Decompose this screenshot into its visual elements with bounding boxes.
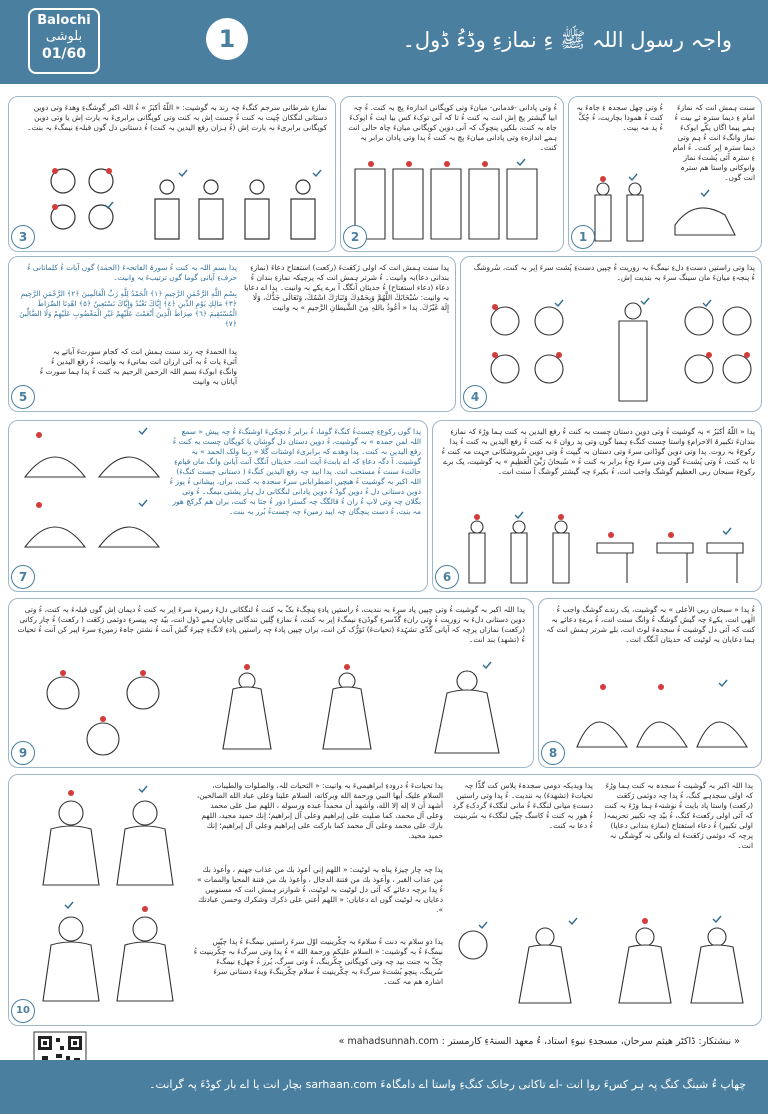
- footer-text: چھاپ ءُ شینگ کنگ پہ ہر کسءَ روا انت -اے تاکانی رجانک کنگءِ واستا اے دامگاہءَ sarhaan.com بچار انت یا اے بار کوڈءَ پہ گرانت۔: [149, 1078, 746, 1091]
- step-number-2: 2: [343, 225, 367, 249]
- step-2-text: ءُ وتی پادانی -قدمانی- میانءَ وتی کوپگانی اندازهءَ پچ بہ کنت. ءُ چہ ابیا گیشتر پچ اِش انت بہ کنت ءُ تا کہ آنی توکءَ کس بیا ایت ءُ ایوکءَ جاہ بہ کنت، بلکیں پنچوگ کہ آنی دوین کوپگانی میانءَ چاہ حالی انت ہمے اندازهءِ وتی پادانی میانءَ پچ بہ کنت ءُ پدا وتی پادان برابر بہ کنت۔: [348, 103, 557, 152]
- step-panel-1: [568, 96, 762, 252]
- step-7-illustration: [19, 427, 167, 577]
- header-banner: [0, 0, 768, 84]
- page-counter: 01/60: [41, 46, 87, 62]
- step-9-illustration: [43, 663, 527, 761]
- step-10-right-illustration: [609, 915, 755, 1015]
- language-native-label: بلوشی: [45, 29, 83, 44]
- step-panel-8: [538, 598, 762, 768]
- step-panel-7: [8, 420, 428, 592]
- step-3-illustration: [45, 165, 327, 245]
- step-1-text-2: ءُ وتی چهل سجدہ ءِ جاہءَ بہ کنت ءُ همودا بچاریت، ءُ چُکَّ ءُ پد مہ بیت۔: [576, 103, 663, 132]
- step-10-salam-text: پدا دو سلام بہ دنت ءُ سلامءَ بہ چکّرینیت اوّل سرءَ راستیں نیمگءَ ءُ پدا چپّیں نیمگءَ ءُ بہ گوشیت: « السلام علیکم ورحمة الله » ءُ پدا وتی سرگءَ بہ چکّرینیت ءُ چکّ بہ جنت بید چہ وتی کوپگانی چکّرینگ، ءُ وتی سرگ، بُرز ءُ جهلءِ نیمگءَ سُرینگ، پنچو بُشتءَ سرگءَ بہ چکّرینیت ءُ سلام چکّرینگءَ ویدءَ دستانی سرءَ اشارہ هم مہ کنت۔: [193, 937, 443, 986]
- step-7-text: پدا گوں رکوعءِ چستءُ کنگءَ گوما، ءُ برابر ءُ تچکیءَ اوشتگءَ ءُ چہ پیش « سمع اللہ لمن حمدہ » بہ گوشیت، ءُ دوین دستان دل گوشان یا کوپگان چست بہ کنت ءُ رفع الیدین بہ کنت۔ پدا وهدے کہ برابریءَ اوشتات گُلا « ربنا ولک الحمد » بہ گوشیت. آ دگہ دعاءِ کہ اے بابتءَ آیت انت، حدیثاں آنگگ آنت آیانی وانگ ماں قیامءِ حالتءَ سنت ءُ مستحب انت. پدا ایبد چہ رفع الیدین کنگءَ ( دستانی چست کنگءَ) اللہ اکبر بہ گوشیت ءُ هیچیں اضطرابانی سرءَ سجدہ بہ کنت، براں، پیشانی ءُ پوز ءُ دوین دستانی دل ءُ دوین گوڈ ءُ دوین پادانی لنگکانی دل ہار پشتی نیمگ۔ ءُ وتی بگلان چہ وتی لاپ ءُ ران ءُ قالگگ چہ گسترا دور ءُ جتا بہ کنت، بران هم گرکچ هور مہ بنت، ءُ دست پنچگان چہ ایبد زمینءَ چہ چستءُ بُرز بہ بنت۔: [169, 427, 421, 516]
- step-panel-3: [8, 96, 336, 252]
- step-number-3: 3: [11, 225, 35, 249]
- step-panel-4: [460, 256, 762, 412]
- author-credit: « نبشتکار: ڈاکٹر هیثم سرحان، مسجدءِ نبوءِ استاد، ءُ معهد السنۃءِ کارمستر : mahadsunnah.com »: [338, 1036, 740, 1047]
- step-10-tashahhud-text: پدا تحیاتءَ ءُ درودءِ ابراهیمیءَ بہ وانیت: « التحیات للہ، والصلوات والطیبات، السلام علیک أیها النبي ورحمة الله وبرکاته، السلام علینا وعلی عباد الله الصالحین، أشهد أن لا إله إلا الله، وأشهد أن محمداً عبده ورسوله ، اللهم صل علی محمد وعلی آل محمد، کما صلیت علی إبراهیم وعلی آل إبراهیم؛ إنك حمید مجید، اللهم بارك علی محمد وعلی آل محمد کما بارکت علی إبراهیم وعلی آل إبراهیم؛ إنك حمید مجید.: [196, 781, 443, 840]
- language-label: Balochi: [37, 13, 91, 28]
- step-5-fatiha: بِسْمِ اللَّهِ الرَّحْمَنِ الرَّحِيمِ ﴿١﴾ الْحَمْدُ لِلَّهِ رَبِّ الْعَالَمِينَ ﴿٢﴾ الرَّحْمَنِ الرَّحِيمِ ﴿٣﴾ مَالِكِ يَوْمِ الدِّينِ ﴿٤﴾ إِيَّاكَ نَعْبُدُ وَإِيَّاكَ نَسْتَعِينُ ﴿٥﴾ اهْدِنَا الصِّرَاطَ الْمُسْتَقِيمَ ﴿٦﴾ صِرَاطَ الَّذِينَ أَنْعَمْتَ عَلَيْهِمْ غَيْرِ الْمَغْضُوبِ عَلَيْهِمْ وَلَا الضَّالِّينَ ﴿٧﴾: [19, 289, 237, 328]
- step-1-illustration: [589, 175, 757, 245]
- step-4-illustration: [485, 299, 755, 405]
- step-number-8: 8: [541, 741, 565, 765]
- step-panel-10: [8, 774, 762, 1026]
- step-number-9: 9: [11, 741, 35, 765]
- step-panel-6: [432, 420, 762, 592]
- step-number-7: 7: [11, 565, 35, 589]
- step-8-text: ءُ پدا « سبحان ربي الأعلى » بہ گوشیت، یک رندے گوشگ واجب ءُ الٰهی انت، یکےءَ چہ گیش گوشگ ءُ وانگ سنت انت، ءُ برےءِ دعائے بہ کنت کہ آئی دل گوشیت ءُ سجدہءَ لوٹ انت، بلے شرتر ہمش انت کہ ہما دعایان بہ لوٹیت کہ حدیثان آنگگ انت۔: [546, 605, 755, 644]
- step-number-4: 4: [463, 385, 487, 409]
- step-10-sitting-text: پدا ویدیکہ دومی سجدہءَ پلاس کت گڈّا چہ تحیاتءَ (تشهدءَ) بہ نندیت۔ ءُ پدا وتی راستیں دستءِ میانی لنگکءَ ءُ مانی لنگکءَ گردکءِ گرد ءُ هور بہ کنت ءُ کاسگ چپّی لنگکءَ بہ سُربنیت ءُ دعا بہ کنت۔: [452, 781, 593, 830]
- step-5-text-2: پدا بسم اللہ بہ کنت ءُ سورۃ الفاتحہ‌ءَ (الحمد) گوں آیات ءُ کلماتانی ءُ حرفءِ آیانی گوما گوں ترتیبءَ بہ وانیت۔: [27, 263, 237, 282]
- step-10-refuge-text: پدا چہ چار چیزءَ پناہ بہ لوٹیت: « اللهم إني أعوذ بك من عذاب جهنم ، وأعوذ بك من عذاب القبر ، وأعوذ بك من فتنة الدجال ، وأعوذ بك من فتنة المحیا والممات » ءُ پدا برچہ دعائے کہ آئی دل لوٹیت بہ لوٹیت، ءُ شوازنر ہمش انت کہ مسنونیں دعایاں بہ لوٹیت گوں اے دعایاں: « اللهم أعني على ذكرك وشكرك وحسن عبادتك ».: [197, 865, 443, 914]
- step-number-6: 6: [435, 565, 459, 589]
- step-4-text: پدا وتی راستیں دستءِ دلءِ نیمگءَ بہ زوریت ءُ چپیں دستءِ پُشت سرءَ اِیر بہ کنت، سُروشگ ءُ پنجہءِ میانءَ مان سینگ سرءَ بہ بندیت اِش۔: [473, 263, 755, 282]
- step-10-text: پدا اللہ اکبر بہ گوشیت ءُ سجدہ بہ کنت ہما وڑءَ کہ اولی سجدہے کنگ، ءُ پدا چہ دوئمی رَکعَت (رکعت) واستا پاد بایت ءُ نوشتہءَ ہما وڑءَ بہ کنت کہ آئی اولی رکعتءَ کنگ، ءُ بیّد چہ تکبیر تحریمہ( اولی تکبیر) ءُ دعاء استفتاح (نمازءِ بندانی دعایا) پرچہ کہ دوئمی رَکعَتءَ اے وانگی نہ گوشگی نہ انت۔: [603, 781, 753, 850]
- step-9-text: پدا اللہ اکبر بہ گوشیت ءُ وتی چپیں پاد سرءَ بہ نندیت، ءُ راستیں پادءِ پنچگءَ بکّ بہ کنت ءُ لنگکانی دلءَ زمینءَ سرءَ اِیر بہ کنت ءُ دیمان اِش گوں قبلہءَ بہ کنت، ءُ وتی دوین دستانی دلءَ بہ زوریت ءُ وتی رانءِ گُدّسرءِ گوڈنءِ نیمگءَ اِیر بہ کنت، ءُ نمازءِ گِلیں نندگانی چاپان ہمے ڈول انت، بیّد چہ پیسرءِ دوئمی رَکعَت ( رکعت) ءُ چار رکاتی (رکعت) نمازاں پرچہ کہ آیانی گُدّی تشہّدءَ (تحیاتءَ) تَوَرُّک کن انت، براں چپیں پادءَ چہ راستیں پادءِ لانگءِ چیرءَ گش آنت ءُ نشتن جاہءَ زمینءِ سرءَ ایبر کن آنت ءُ تحیات ءُ (تشهد) بند انت۔: [17, 605, 525, 644]
- step-number-5: 5: [11, 385, 35, 409]
- step-panel-2: [340, 96, 564, 252]
- step-1-text: سنت ہمش انت کہ نمازءَ امام ءِ دیما سترہ ئے بیت ءُ ہمے پیما اگاں یکّے ایوکءَ نماز وانگءَ انت ءُ ہم وتی دیما سترہ اِیر کنت۔ ءُ امام ءِ سترہ آئی پُشتءَ نماز وانوکانی واستا هم سترہ انت گوں۔: [672, 103, 755, 182]
- step-panel-5: [8, 256, 456, 412]
- step-number-1: 1: [571, 225, 595, 249]
- step-6-text: پدا « اللّهُ أکبَرُ » بہ گوشیت ءُ وتی دوین دستان چست بہ کنت ءُ رفع الیدین بہ کنت ہما وڑءَ کہ نمازءِ بندانءَ تکبیرۃ الاحرامءِ واستا چست کنگءِ ہمبا گوں وتی پد روان ءَ بہ کنت ءُ رفع الیدین بہ کنت ءُ پدا رکوعءَ بہ روت. پدا وتی دوین گوڈانی سرءَ وتی دستان بہ گیپت ءُ وتی دوین سُروشکانی جہت مہ کنت ءُ تا بہ کنت، ءُ وتی پُشتءَ گوں وتی سرءَ نحءُ برابر بہ کنت ءُ « سُبحانَ رَبِّيَ الْعَظِيمِ » بہ گوشیت، یک برے رکوعءَ سبحان ربی العظیم گوشگ واجب انت، ءُ بکیرءَ چہ گیشتر گوشگ آ سنت انت۔: [441, 427, 755, 476]
- step-5-text-3: پدا الحمدءَ چہ رند سنت ہمش انت کہ کجام سورتءَ آیاتے بہ آئیءَ یات ءُ بہ آئی ارزان انت بمانیءَ بہ وانیت، ءُ رفع الیدین ءُ وانگءِ ابوکءَ بسم اللہ الرحمن الرحیم بہ کنت ءُ پدا ہما سورت ءُ آیاتاں بہ وانیت: [39, 347, 237, 386]
- step-8-illustration: [573, 677, 755, 761]
- step-3-text: نمازءِ شرطانی سرجم کنگءَ چہ رند بہ گوشیت: « اللّهُ أکبَرُ » ءُ اللہ اکبر گوشگءِ وهدءَ وتی دوین دستانی لنگکان چُپت بہ کنت ءُ چست اِش بہ کنت وتی کوپگانی برابریءَ بہ یارت اِش یا وتی دوین کوپگانی برابریءَ بہ یارت اِش (ءُ ہزان رفع الیدین بہ کنت) ءُ دستانی دل گوں قبلہءِ نیمگءَ بہ بنت۔: [27, 103, 327, 132]
- step-10-left-illustration: [37, 783, 187, 1015]
- step-5-text: پدا سنت ہمش انت کہ اولی رَکعَتءَ (رکعت) استفتاح دعاءَ (نمازءِ بندانی دعا)بہ وانیت۔ ءُ شرتر ہمش انت کہ پرچیکہ نمازءِ بندان ءُ دعاء (دعاء استفتاح) ءُ حدیثاں آنگگ آ برے یکے بہ وانیت۔ پدا اے دعایا بہ وانیت: سُبْحَانَكَ اللَّهُمَّ وَبِحَمْدِكَ وَتَبَارَكَ اسْمُكَ، وَتَعَالَى جَدُّكَ، وَلَا إِلَهَ غَيْرُكَ. پدا « أعُوذُ باللہِ مِنَ الشَّيطانِ الرَّجيمِ » بہ وانیت: [244, 263, 449, 312]
- step-number-10: 10: [11, 999, 35, 1023]
- step-10-middle-illustration: [449, 915, 593, 1015]
- step-panel-9: [8, 598, 534, 768]
- language-box: [28, 8, 100, 74]
- step-2-illustration: [349, 159, 555, 245]
- step-6-illustration: [457, 513, 755, 587]
- page-title: واجہ رسول اللہ ﷺ ءِ نمازءِ وڈءُ ڈول۔: [402, 28, 732, 52]
- section-number: 1: [206, 18, 248, 60]
